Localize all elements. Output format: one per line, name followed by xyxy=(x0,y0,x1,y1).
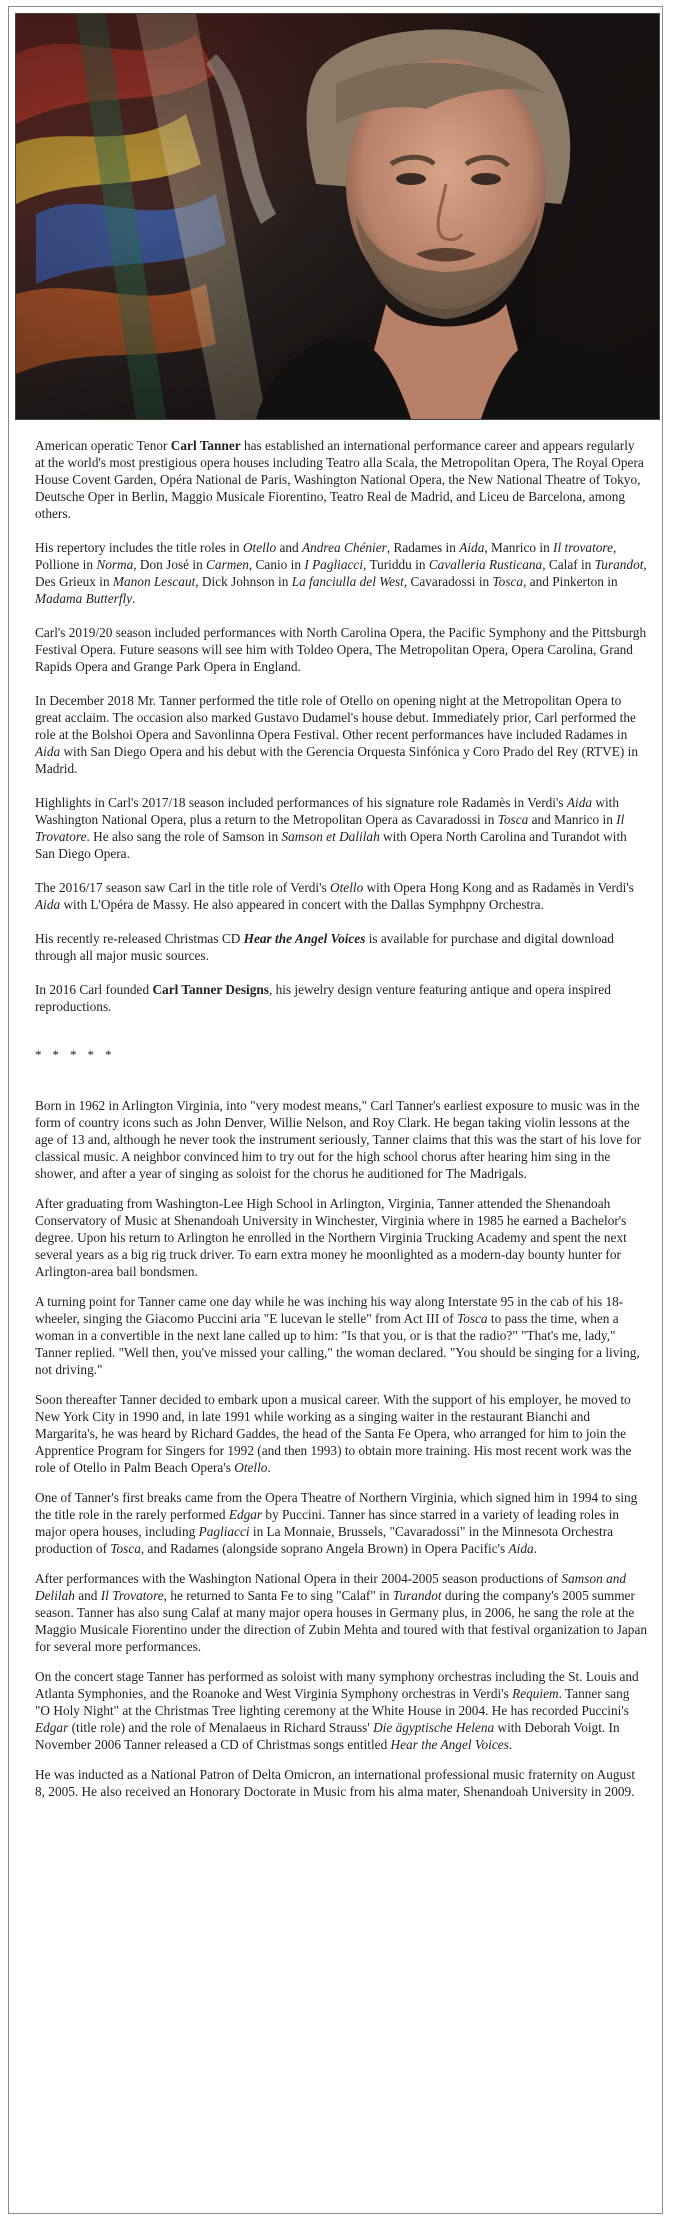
text: , Turiddu in xyxy=(363,557,429,572)
opera-title: Aida xyxy=(459,540,485,555)
text: with Opera Hong Kong and as Radamès in Verdi's xyxy=(363,880,634,895)
album-title: Hear the Angel Voices xyxy=(390,1737,509,1752)
work-title: Requiem xyxy=(512,1686,559,1701)
separator-star: * xyxy=(35,1047,42,1062)
opera-title: Norma xyxy=(96,557,134,572)
opera-title: Samson et Dalilah xyxy=(281,829,380,844)
opera-title: Tosca xyxy=(457,1311,488,1326)
text: , Manrico in xyxy=(484,540,554,555)
opera-title: Otello xyxy=(330,880,364,895)
text: and xyxy=(74,1588,101,1603)
text: , and Pinkerton in xyxy=(523,574,618,589)
opera-title: Turandot xyxy=(594,557,644,572)
opera-title: Il Trovatore xyxy=(100,1588,164,1603)
page-frame xyxy=(8,6,663,2214)
text: . xyxy=(132,591,136,606)
text: , Canio in xyxy=(248,557,305,572)
opera-title: Tosca xyxy=(497,812,529,827)
history-paragraph-first-breaks xyxy=(35,1489,647,1557)
text: . xyxy=(267,1460,271,1475)
text: , Calaf in xyxy=(542,557,595,572)
opera-title: Il Trovatore xyxy=(35,812,625,844)
text: and xyxy=(276,540,303,555)
opera-title: Manon Lescaut xyxy=(112,574,196,589)
bio-paragraph-repertory xyxy=(35,539,647,607)
bio-paragraph-2017-season xyxy=(35,794,647,862)
text: has established an international performance career and appears regularly at the world's most prestigious opera houses including Teatro alla Scala, the Metropolitan Opera, The Royal Opera House Covent Garden, Opéra National de Paris, Washington National Opera, the New National Theatre of Tokyo, Deutsche Oper in Berlin, Maggio Musicale Fiorentino, Teatro Real de Madrid, and Liceu de Barcelona, among others. xyxy=(35,438,644,521)
text: is available for purchase and digital download through all major music sources. xyxy=(35,931,614,963)
text: , Dick Johnson in xyxy=(195,574,292,589)
text: , and Radames (alongside soprano Angela Brown) in Opera Pacific's xyxy=(140,1541,509,1556)
text: . xyxy=(508,1737,513,1752)
opera-title: La fanciulla del West xyxy=(291,574,404,589)
biography-text xyxy=(35,437,647,1813)
opera-title: Carmen xyxy=(206,557,249,572)
text: On the concert stage Tanner has performed as soloist with many symphony orchestras including the St. Louis and Atlanta Symphonies, and the Roanoke and West Virginia Symphony orchestras in Verdi's xyxy=(35,1669,639,1701)
history-paragraph-washington xyxy=(35,1570,647,1655)
separator-star: * xyxy=(87,1047,94,1062)
opera-title: Aida xyxy=(35,897,61,912)
history-paragraph-early-life: Born in 1962 in Arlington Virginia, into "very modest means," Carl Tanner's earliest exposure to music was in the form of country icons such as John Denver, Willie Nelson, and Roy Clark. He began taking violin lessons at the age of 13 and, although he never took the instrument seriously, Tanner claims that this was the start of his love for classical music. A neighbor convinced him to try out for the high school chorus after hearing him sing in the shower, and after a year of singing as soloist for the chorus he auditioned for The Madrigals. xyxy=(35,1098,642,1181)
opera-title: Otello xyxy=(234,1460,268,1475)
opera-title: Edgar xyxy=(228,1507,263,1522)
bio-paragraph-intro xyxy=(35,437,647,522)
bio-paragraph-2018-otello xyxy=(35,692,647,777)
text: with L'Opéra de Massy. He also appeared in concert with the Dallas Symphpny Orchestra. xyxy=(60,897,544,912)
section-separator xyxy=(35,1046,647,1063)
album-title: Hear the Angel Voices xyxy=(243,931,366,946)
text: His recently re-released Christmas CD xyxy=(35,931,244,946)
opera-title: Il trovatore xyxy=(553,540,613,555)
opera-title: Andrea Chénier xyxy=(302,540,387,555)
portrait-image xyxy=(16,14,659,419)
separator-star: * xyxy=(70,1047,77,1062)
bio-paragraph-2016-season xyxy=(35,879,647,913)
opera-title: Cavalleria Rusticana xyxy=(428,557,543,572)
text: . Tanner sang "O Holy Night" at the Christmas Tree lighting ceremony at the White House in 2004. He has recorded Puccini's xyxy=(35,1686,630,1718)
text: , Pollione in xyxy=(35,540,617,572)
history-paragraph-career-start xyxy=(35,1391,647,1476)
opera-title: Tosca xyxy=(492,574,524,589)
text: by Puccini. Tanner has since starred in a variety of leading roles in major opera houses, including xyxy=(35,1507,620,1539)
text: to pass the time, when a woman in a convertible in the next lane called up to him: "Is that you, or is that the radio?" "That's me, lady," Tanner replied. "Well then, you've missed your calling," the woman declared. "You should be singing for a living, not driving." xyxy=(35,1311,640,1377)
opera-title: Samson and Delilah xyxy=(35,1571,627,1603)
text: After performances with the Washington National Opera in their 2004-2005 season productions of xyxy=(35,1571,562,1586)
text: in La Monnaie, Brussels, "Cavaradossi" in the Minnesota Orchestra production of xyxy=(35,1524,614,1556)
opera-title: Madama Butterfly xyxy=(35,591,133,606)
text: American operatic Tenor xyxy=(35,438,171,453)
opera-title: Aida xyxy=(508,1541,534,1556)
separator-star: * xyxy=(105,1047,112,1062)
text: , he returned to Santa Fe to sing "Calaf" in xyxy=(163,1588,393,1603)
text: with Deborah Voigt. In November 2006 Tanner released a CD of Christmas songs entitled xyxy=(35,1720,620,1752)
history-paragraph-concert-stage xyxy=(35,1668,647,1753)
history-paragraph-turning-point xyxy=(35,1293,647,1378)
text: (title role) and the role of Menalaeus in Richard Strauss' xyxy=(68,1720,374,1735)
text: A turning point for Tanner came one day while he was inching his way along Interstate 95 in the cab of his 18-wheeler, singing the Giacomo Puccini aria "E lucevan le stelle" from Act III of xyxy=(35,1294,624,1326)
text: In 2016 Carl founded xyxy=(35,982,153,997)
text: . xyxy=(533,1541,537,1556)
bio-paragraph-2019-season: Carl's 2019/20 season included performances with North Carolina Opera, the Pacific Symphony and the Pittsburgh Festival Opera. Future seasons will see him with Toldeo Opera, The Metropolitan Opera, Opera Carolina, Grand Rapids Opera and Grange Park Opera in England. xyxy=(35,625,647,674)
opera-title: Edgar xyxy=(35,1720,69,1735)
text: . He also sang the role of Samson in xyxy=(86,829,282,844)
opera-title: Tosca xyxy=(110,1541,141,1556)
text: , his jewelry design venture featuring antique and opera inspired reproductions. xyxy=(35,982,611,1014)
text: Soon thereafter Tanner decided to embark upon a musical career. With the support of his employer, he moved to New York City in 1990 and, in late 1991 while working as a singing waiter in the restaurant Bianchi and Margarita's, he was heard by Richard Gaddes, the head of the Santa Fe Opera, who arranged for him to join the Apprentice Program for Singers for 1992 (and then 1993) to obtain more training. His most recent work was the role of Otello in Palm Beach Opera's xyxy=(35,1392,632,1475)
opera-title: Aida xyxy=(566,795,593,810)
text: One of Tanner's first breaks came from the Opera Theatre of Northern Virginia, which signed him in 1994 to sing the title role in the rarely performed xyxy=(35,1490,638,1522)
text: with Washington National Opera, plus a return to the Metropolitan Opera as Cavaradossi in xyxy=(35,795,619,827)
history-paragraph-education: After graduating from Washington-Lee High School in Arlington, Virginia, Tanner attended the Shenandoah Conservatory of Music at Shenandoah University in Winchester, Virginia where in 1985 he earned a Bachelor's degree. Upon his return to Arlington he enrolled in the Northern Virginia Trucking Academy and spent the next several years as a big rig truck driver. To earn extra money he moonlighted as a modern-day bounty hunter for Arlington-area bail bondsmen. xyxy=(35,1196,627,1279)
opera-title: Otello xyxy=(242,540,277,555)
text: , Radames in xyxy=(386,540,460,555)
portrait-photo xyxy=(15,13,660,420)
text: His repertory includes the title roles in xyxy=(35,540,243,555)
text: Highlights in Carl's 2017/18 season included performances of his signature role Radamès in Verdi's xyxy=(35,795,567,810)
text: , Cavaradossi in xyxy=(403,574,493,589)
history-paragraph-honors: He was inducted as a National Patron of Delta Omicron, an international professional music fraternity on August 8, 2005. He also received an Honorary Doctorate in Music from his alma mater, Shenandoah University in 2009. xyxy=(35,1767,636,1799)
text: , Des Grieux in xyxy=(35,557,647,589)
opera-title: I Pagliacci xyxy=(304,557,364,572)
bio-paragraph-designs xyxy=(35,981,647,1015)
text: , Don José in xyxy=(133,557,207,572)
separator-star: * xyxy=(52,1047,59,1062)
text: The 2016/17 season saw Carl in the title role of Verdi's xyxy=(35,880,330,895)
opera-title: Turandot xyxy=(392,1588,442,1603)
bio-paragraph-christmas-cd xyxy=(35,930,647,964)
brand-name: Carl Tanner Designs xyxy=(152,982,269,997)
text: during the company's 2005 summer season. Tanner has also sung Calaf at many major opera houses in Germany plus, in 2006, he sang the role at the Maggio Musicale Fiorentino under the direction of Zubin Mehta and toured with that festival organization to Japan for several more performances. xyxy=(35,1588,648,1654)
opera-title: Aida xyxy=(35,744,61,759)
text: In December 2018 Mr. Tanner performed the title role of Otello on opening night at the Metropolitan Opera to great acclaim. The occasion also marked Gustavo Dudamel's house debut. Immediately prior, Carl performed the role at the Bolshoi Opera and Savonlinna Opera Festival. Other recent performances have included Radames in xyxy=(35,693,636,742)
text: with San Diego Opera and his debut with the Gerencia Orquesta Sinfónica y Coro Prado del Rey (RTVE) in Madrid. xyxy=(35,744,638,776)
opera-title: Die ägyptische Helena xyxy=(373,1720,495,1735)
opera-title: Pagliacci xyxy=(198,1524,250,1539)
text: with Opera North Carolina and Turandot with San Diego Opera. xyxy=(35,829,627,861)
text: and Manrico in xyxy=(528,812,617,827)
artist-name: Carl Tanner xyxy=(170,438,241,453)
